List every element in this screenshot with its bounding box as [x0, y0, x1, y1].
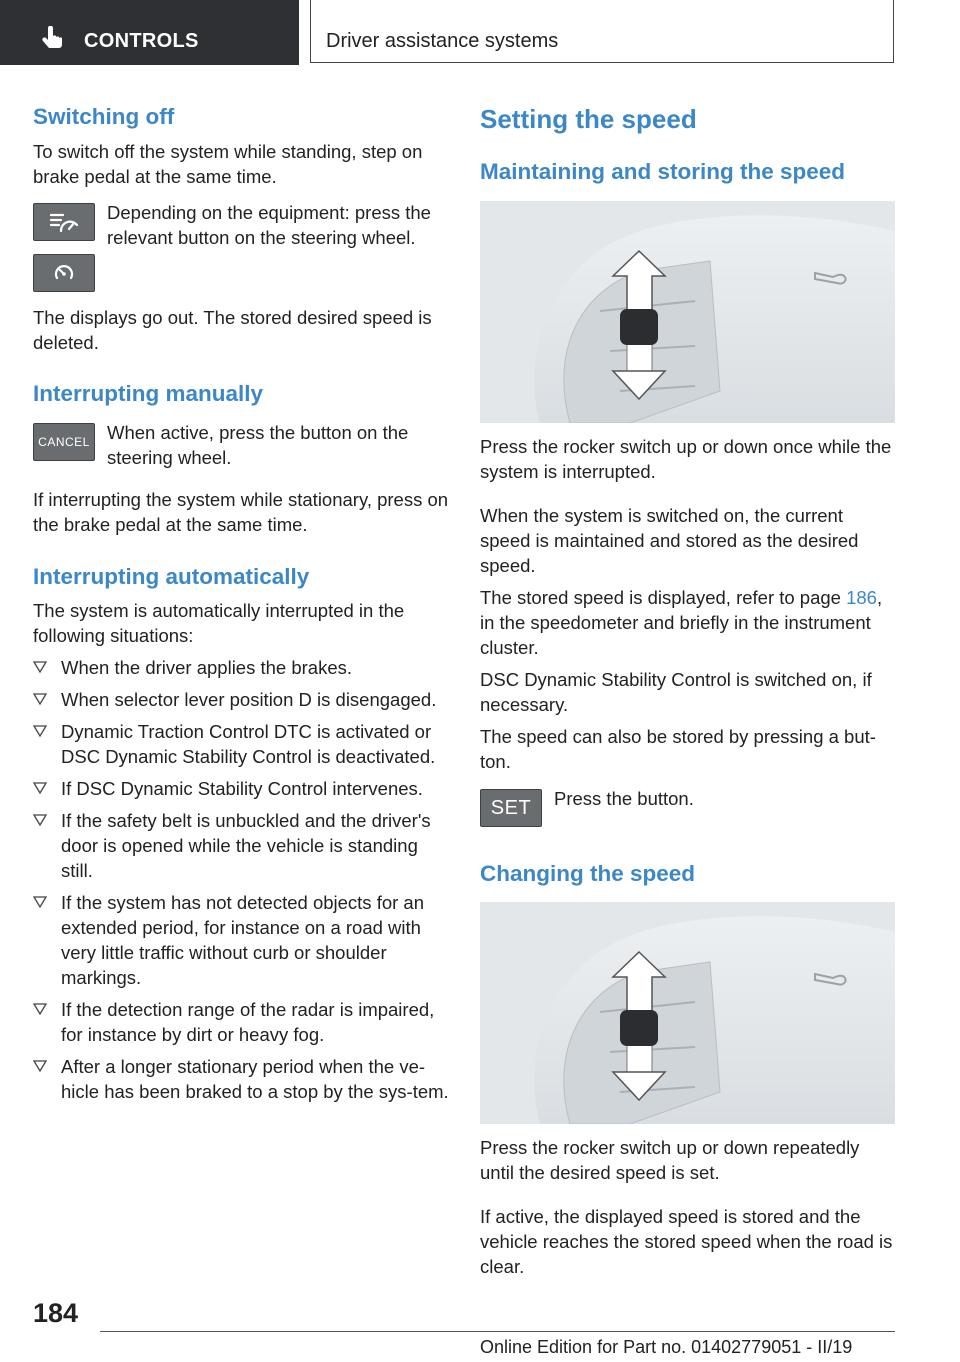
- hand-pointer-icon: [40, 26, 66, 52]
- section-tab: [0, 0, 299, 65]
- triangle-bullet-icon: [33, 1059, 47, 1073]
- page-number: 184: [33, 1298, 79, 1328]
- heading-maintaining-speed: Maintaining and storing the speed: [480, 159, 846, 184]
- rocker-once-text: Press the rocker switch up or down once while the system is interrupted.: [480, 436, 892, 482]
- cruise-gauge-button-icon: [33, 254, 95, 292]
- page-link[interactable]: 186: [846, 587, 877, 608]
- triangle-bullet-icon: [33, 724, 47, 738]
- stored-speed-text: The stored speed is displayed, refer to page 186, in the speedometer and briefly in the instrument cluster.: [480, 587, 883, 658]
- cancel-button-icon: [33, 423, 95, 461]
- edition-text: Online Edition for Part no. 01402779051 - II/19: [480, 1337, 853, 1357]
- heading-setting-speed: Setting the speed: [480, 104, 697, 134]
- set-button-icon: [480, 789, 542, 827]
- switched-on-text: When the system is switched on, the current speed is maintained and stored as the desired speed.: [480, 505, 859, 576]
- triangle-bullet-icon: [33, 1002, 47, 1016]
- stationary-text: If interrupting the system while stationary, press on the brake pedal at the same time.: [33, 489, 449, 535]
- displays-out-text: The displays go out. The stored desired speed is deleted.: [33, 307, 432, 353]
- set-label: SET: [490, 796, 532, 819]
- when-active-text: When active, press the button on the steering wheel.: [107, 422, 409, 468]
- active-stored-text: If active, the displayed speed is stored and the vehicle reaches the stored speed when the road is clear.: [480, 1206, 893, 1277]
- button-store-text: The speed can also be stored by pressing a but‐ton.: [480, 726, 876, 772]
- heading-changing-speed: Changing the speed: [480, 861, 696, 886]
- heading-interrupting-automatically: Interrupting automatically: [33, 564, 310, 589]
- speedometer-icon: [47, 209, 81, 235]
- heading-interrupting-manually: Interrupting manually: [33, 381, 264, 406]
- steering-wheel-rocker-image-2: [480, 902, 895, 1124]
- chapter-title: Driver assistance systems: [326, 30, 559, 52]
- triangle-bullet-icon: [33, 660, 47, 674]
- cruise-toggle-button-icon: [33, 203, 95, 241]
- triangle-bullet-icon: [33, 813, 47, 827]
- rocker-switch-illustration: [480, 201, 895, 423]
- gauge-icon: [51, 260, 77, 286]
- chapter-tab: [310, 0, 894, 63]
- footer-divider: [100, 1331, 895, 1332]
- steering-wheel-rocker-image-1: [480, 201, 895, 423]
- section-title: CONTROLS: [84, 30, 199, 52]
- switching-off-text: To switch off the system while standing, step on brake pedal at the same time.: [33, 141, 423, 187]
- heading-switching-off: Switching off: [33, 104, 175, 129]
- triangle-bullet-icon: [33, 692, 47, 706]
- rocker-switch-illustration: [480, 902, 895, 1124]
- equipment-text: Depending on the equipment: press the relevant button on the steering wheel.: [107, 202, 431, 248]
- triangle-bullet-icon: [33, 895, 47, 909]
- dsc-text: DSC Dynamic Stability Control is switched on, if necessary.: [480, 669, 872, 715]
- rocker-repeat-text: Press the rocker switch up or down repeatedly until the desired speed is set.: [480, 1137, 860, 1183]
- auto-intro-text: The system is automatically interrupted in the following situations:: [33, 600, 405, 646]
- triangle-bullet-icon: [33, 781, 47, 795]
- cancel-label: CANCEL: [38, 435, 90, 449]
- press-button-text: Press the button.: [554, 788, 694, 809]
